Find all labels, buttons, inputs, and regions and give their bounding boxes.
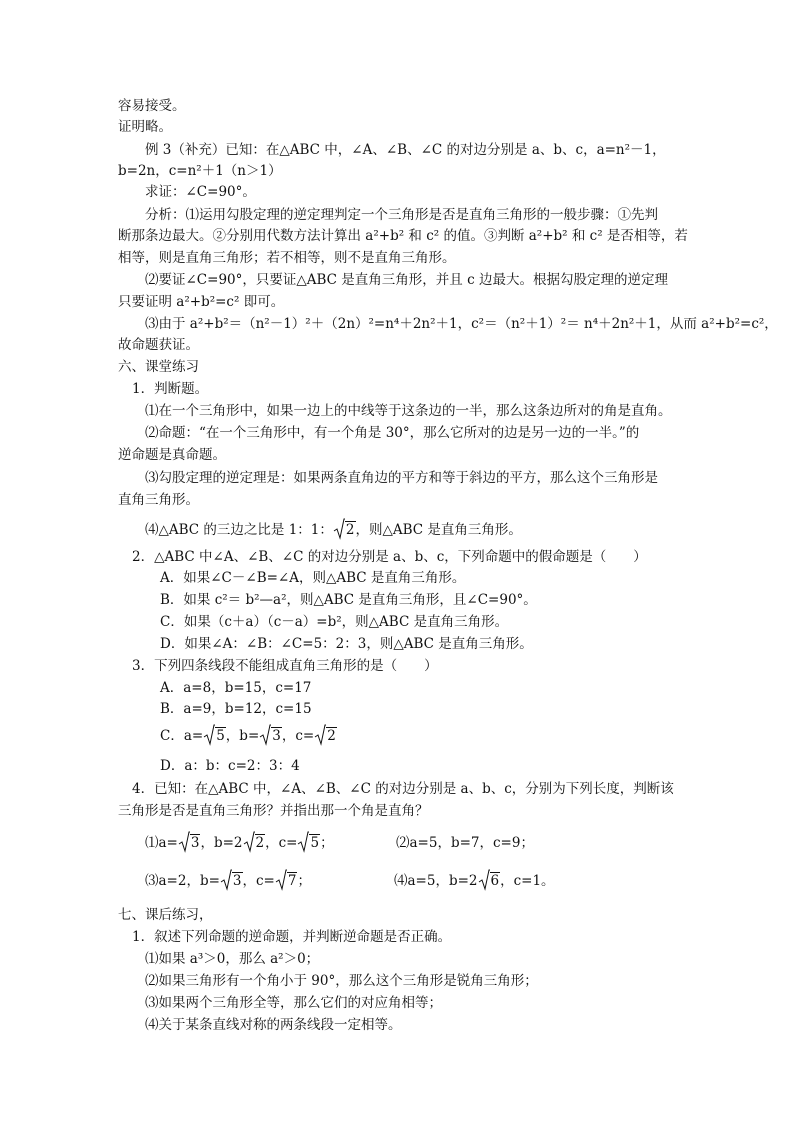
sqrt-expression: [478, 871, 501, 891]
sqrt-expression: [203, 726, 226, 746]
text-line: ⑶由于 a²+b²＝（n²－1）²＋（2n）²=n⁴＋2n²＋1，c²＝（n²＋1）²＝ n⁴＋2n²＋1，从而 a²+b²=c²，: [145, 316, 778, 332]
sub-question-3: [145, 871, 311, 891]
choice-line: A．a=8，b=15，c=17: [160, 680, 312, 696]
sqrt-expression: [314, 726, 337, 746]
section-heading: 七、课后练习，: [118, 907, 213, 923]
text-line: 直角三角形。: [118, 492, 199, 508]
choice-line: A．如果∠C－∠B=∠A，则△ABC 是直角三角形。: [160, 570, 466, 586]
text-line: 相等，则是直角三角形；若不相等，则不是直角三角形。: [118, 250, 456, 266]
radicand: 5: [216, 728, 225, 744]
text-line: 只要证明 a²+b²=c² 即可。: [118, 294, 285, 310]
radical-sign: [259, 724, 271, 746]
radicand: 2: [345, 522, 355, 538]
text-line: 证明略。: [118, 119, 172, 135]
sqrt-expression: [275, 871, 298, 891]
text-segment: ，则△ABC 是直角三角形。: [355, 522, 522, 538]
text-line: ⑴如果 a³＞0，那么 a²＞0；: [145, 951, 320, 967]
question-title: 1．叙述下列命题的逆命题，并判断逆命题是否正确。: [132, 929, 452, 945]
text-line: [145, 520, 522, 540]
analysis-line: 分析：⑴运用勾股定理的逆定理判定一个三角形是否是直角三角形的一般步骤：①先判: [145, 207, 658, 223]
radicand: 6: [490, 873, 500, 889]
radicand: 7: [287, 873, 297, 889]
radicand: 3: [190, 835, 200, 851]
text-segment: ，b=: [225, 728, 260, 744]
text-segment: ⑴a=: [145, 835, 178, 851]
text-segment: ；: [320, 835, 334, 851]
question-title: 3．下列四条线段不能组成直角三角形的是（ ）: [132, 658, 438, 674]
text-line: ⑷关于某条直线对称的两条线段一定相等。: [145, 1017, 402, 1033]
radical-sign: [275, 869, 287, 891]
text-line: 求证：∠C=90°。: [145, 184, 256, 200]
question-title: 2．△ABC 中∠A、∠B、∠C 的对边分别是 a、b、c，下列命题中的假命题是（ ）: [132, 549, 647, 565]
choice-line: D．如果∠A：∠B：∠C=5：2：3，则△ABC 是直角三角形。: [160, 636, 533, 652]
radicand: 2: [255, 835, 265, 851]
sqrt-expression: [178, 833, 201, 853]
text-line: ⑵命题：“在一个三角形中，有一个角是 30°，那么它所对的边是另一边的一半。”的: [145, 425, 640, 441]
sqrt-expression: [259, 726, 282, 746]
text-segment: ⑷a=5，b=2: [394, 873, 478, 889]
sub-question-2: ⑵a=5，b=7，c=9；: [396, 835, 534, 851]
choice-line: [160, 726, 337, 746]
text-segment: ；: [297, 873, 311, 889]
choice-line: C．如果（c＋a）（c－a）=b²，则△ABC 是直角三角形。: [160, 614, 509, 630]
example-3-line: 例 3（补充）已知：在△ABC 中，∠A、∠B、∠C 的对边分别是 a、b、c，a=n²－1，: [145, 142, 666, 158]
question-title: 1．判断题。: [132, 381, 209, 397]
radicand: 5: [310, 835, 320, 851]
sub-question-4: [394, 871, 555, 891]
text-line: ⑵如果三角形有一个角小于 90°，那么这个三角形是锐角三角形；: [145, 973, 538, 989]
sqrt-expression: [220, 871, 243, 891]
radical-sign: [243, 831, 255, 853]
radical-sign: [178, 831, 190, 853]
section-heading: 六、课堂练习: [118, 359, 199, 375]
text-line: ⑶如果两个三角形全等，那么它们的对应角相等；: [145, 995, 442, 1011]
radical-sign: [203, 724, 215, 746]
text-line: ⑵要证∠C=90°，只要证△ABC 是直角三角形，并且 c 边最大。根据勾股定理的逆定理: [145, 272, 668, 288]
text-segment: ，c=: [242, 873, 275, 889]
radicand: 3: [232, 873, 242, 889]
text-line: 三角形是否是直角三角形？并指出那一个角是直角？: [118, 803, 429, 819]
radicand: 3: [272, 728, 281, 744]
text-line: ⑶勾股定理的逆定理是：如果两条直角边的平方和等于斜边的平方，那么这个三角形是: [145, 470, 658, 486]
text-segment: ，c=1。: [500, 873, 555, 889]
text-segment: ⑷△ABC 的三边之比是 1：1：: [145, 522, 333, 538]
text-line: 容易接受。: [118, 98, 186, 114]
text-segment: C．a=: [160, 728, 204, 744]
choice-line: D．a：b：c=2：3：4: [160, 758, 300, 774]
sub-question-1: [145, 833, 334, 853]
question-title: 4．已知：在△ABC 中，∠A、∠B、∠C 的对边分别是 a、b、c，分别为下列长度，判断该: [132, 781, 674, 797]
radicand: 2: [327, 728, 336, 744]
text-segment: ，c=: [265, 835, 298, 851]
text-line: 断那条边最大。②分别用代数方法计算出 a²+b² 和 c² 的值。③判断 a²+b² 和 c² 是否相等，若: [118, 228, 688, 244]
radical-sign: [478, 869, 490, 891]
sqrt-expression: [333, 520, 356, 540]
radical-sign: [314, 724, 326, 746]
text-segment: ，c=: [281, 728, 315, 744]
choice-line: B．a=9，b=12，c=15: [160, 701, 312, 717]
sqrt-expression: [297, 833, 320, 853]
text-segment: ，b=2: [200, 835, 243, 851]
text-line: 故命题获证。: [118, 337, 199, 353]
radical-sign: [220, 869, 232, 891]
sqrt-expression: [243, 833, 266, 853]
text-line: 逆命题是真命题。: [118, 447, 226, 463]
radical-sign: [297, 831, 309, 853]
text-segment: ⑶a=2，b=: [145, 873, 220, 889]
text-line: ⑴在一个三角形中，如果一边上的中线等于这条边的一半，那么这条边所对的角是直角。: [145, 403, 672, 419]
choice-line: B．如果 c²＝ b²—a²，则△ABC 是直角三角形，且∠C=90°。: [160, 592, 537, 608]
radical-sign: [333, 518, 345, 540]
text-line: b=2n，c=n²＋1（n＞1）: [118, 163, 282, 179]
